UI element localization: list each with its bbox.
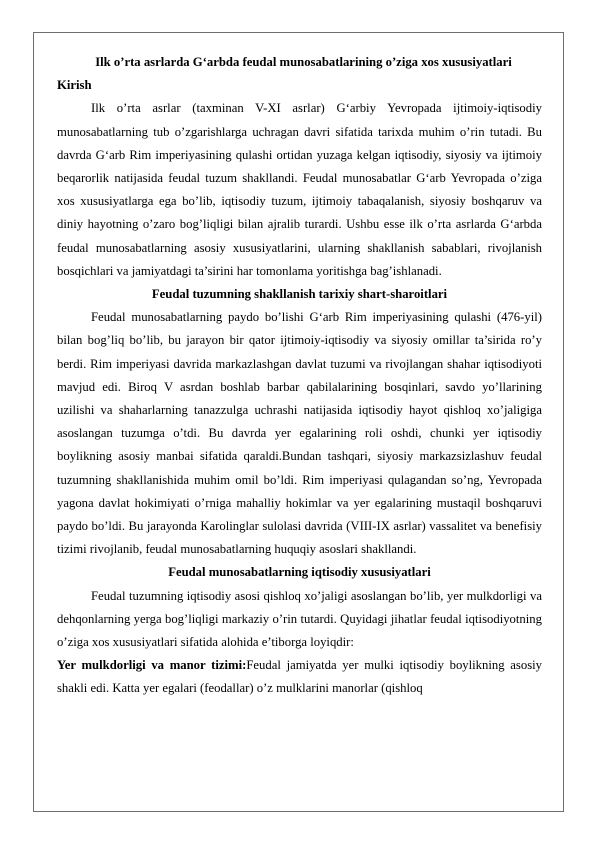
- historical-conditions-paragraph: Feudal munosabatlarning paydo bo’lishi G‘arb Rim imperiyasining qulashi (476-yil) bilan bog’liq bo’lib, bu jarayon bir qator ijtimoiy-iqtisodiy va siyosiy omillar ta’sirida ro’y berdi. Rim imperiyasi davrida markazlashgan davlat tuzumi va rivojlangan shahar iqtisodiyoti mavjud edi. Biroq V asrdan boshlab barbar qabilalarining bosqinlari, savdo yo’llarining uzilishi va shaharlarning tanazzulga uchrashi natijasida iqtisodiy hayot qishloq xo’jaligiga asoslangan tuzumga o’tdi. Bu davrda yer egalarining roli oshdi, chunki yer iqtisodiy boylikning asosiy manbai sifatida qaraldi.Bundan tashqari, siyosiy markazsizlashuv feudal tuzumning shakllanishida muhim omil bo’ldi. Rim imperiyasi qulagandan so’ng, Yevropada yagona davlat hokimiyati o’rniga mahalliy hokimlar va yer egalarining mustaqil boshqaruvi paydo bo’ldi. Bu jarayonda Karolinglar sulolasi davrida (VIII-IX asrlar) vassalitet va benefisiy tizimi rivojlanib, feudal munosabatlarning huquqiy asoslari shakllandi.: [57, 310, 542, 557]
- land-ownership-paragraph: [57, 654, 542, 700]
- land-ownership-lead: Yer mulkdorligi va manor tizimi:: [57, 658, 247, 673]
- document-title: Ilk o’rta asrlarda G‘arbda feudal munosabatlarining o’ziga xos xususiyatlari: [95, 55, 512, 69]
- economic-features-paragraph: Feudal tuzumning iqtisodiy asosi qishloq xo’jaligi asoslangan bo’lib, yer mulkdorligi va dehqonlarning yerga bog’liqligi markaziy o’rin tutardi. Quyidagi jihatlar feudal iqtisodiyotning o’ziga xos xususiyatlari sifatida alohida e’tiborga loyiqdir:: [57, 588, 542, 650]
- section-heading-historical-conditions: Feudal tuzumning shakllanish tarixiy shart-sharoitlari: [151, 287, 448, 302]
- land-ownership-text: Feudal jamiyatda yer mulki iqtisodiy boylikning asosiy shakli edi. Katta yer egalari (feodallar) o’z mulklarini manorlar (qishloq: [57, 658, 542, 696]
- document-body: [57, 51, 542, 701]
- intro-paragraph: Ilk o’rta asrlar (taxminan V-XI asrlar) G‘arbiy Yevropada ijtimoiy-iqtisodiy munosabatlarning tub o’zgarishlarga uchragan davri sifatida tarixda muhim o’rin tutadi. Bu davrda G‘arb Rim imperiyasining qulashi ortidan yuzaga kelgan iqtisodiy, siyosiy va ijtimoiy beqarorlik natijasida feudal tuzum shakllandi. Feudal munosabatlar G‘arb Yevropada o’ziga xos xususiyatlarga ega bo’lib, iqtisodiy tuzum, ijtimoiy tabaqalanish, siyosiy boshqaruv va diniy hayotning o’zaro bog’liqligi bilan ajralib turardi. Ushbu esse ilk o’rta asrlarda G‘arbda feudal munosabatlarning asosiy xususiyatlarini, ularning shakllanish sabablari, rivojlanish bosqichlari va jamiyatdagi ta’sirini har tomonlama yoritishga bag’ishlanadi.: [57, 101, 542, 278]
- section-heading-economic-features: Feudal munosabatlarning iqtisodiy xususiyatlari: [168, 565, 431, 580]
- intro-heading: Kirish: [57, 78, 92, 93]
